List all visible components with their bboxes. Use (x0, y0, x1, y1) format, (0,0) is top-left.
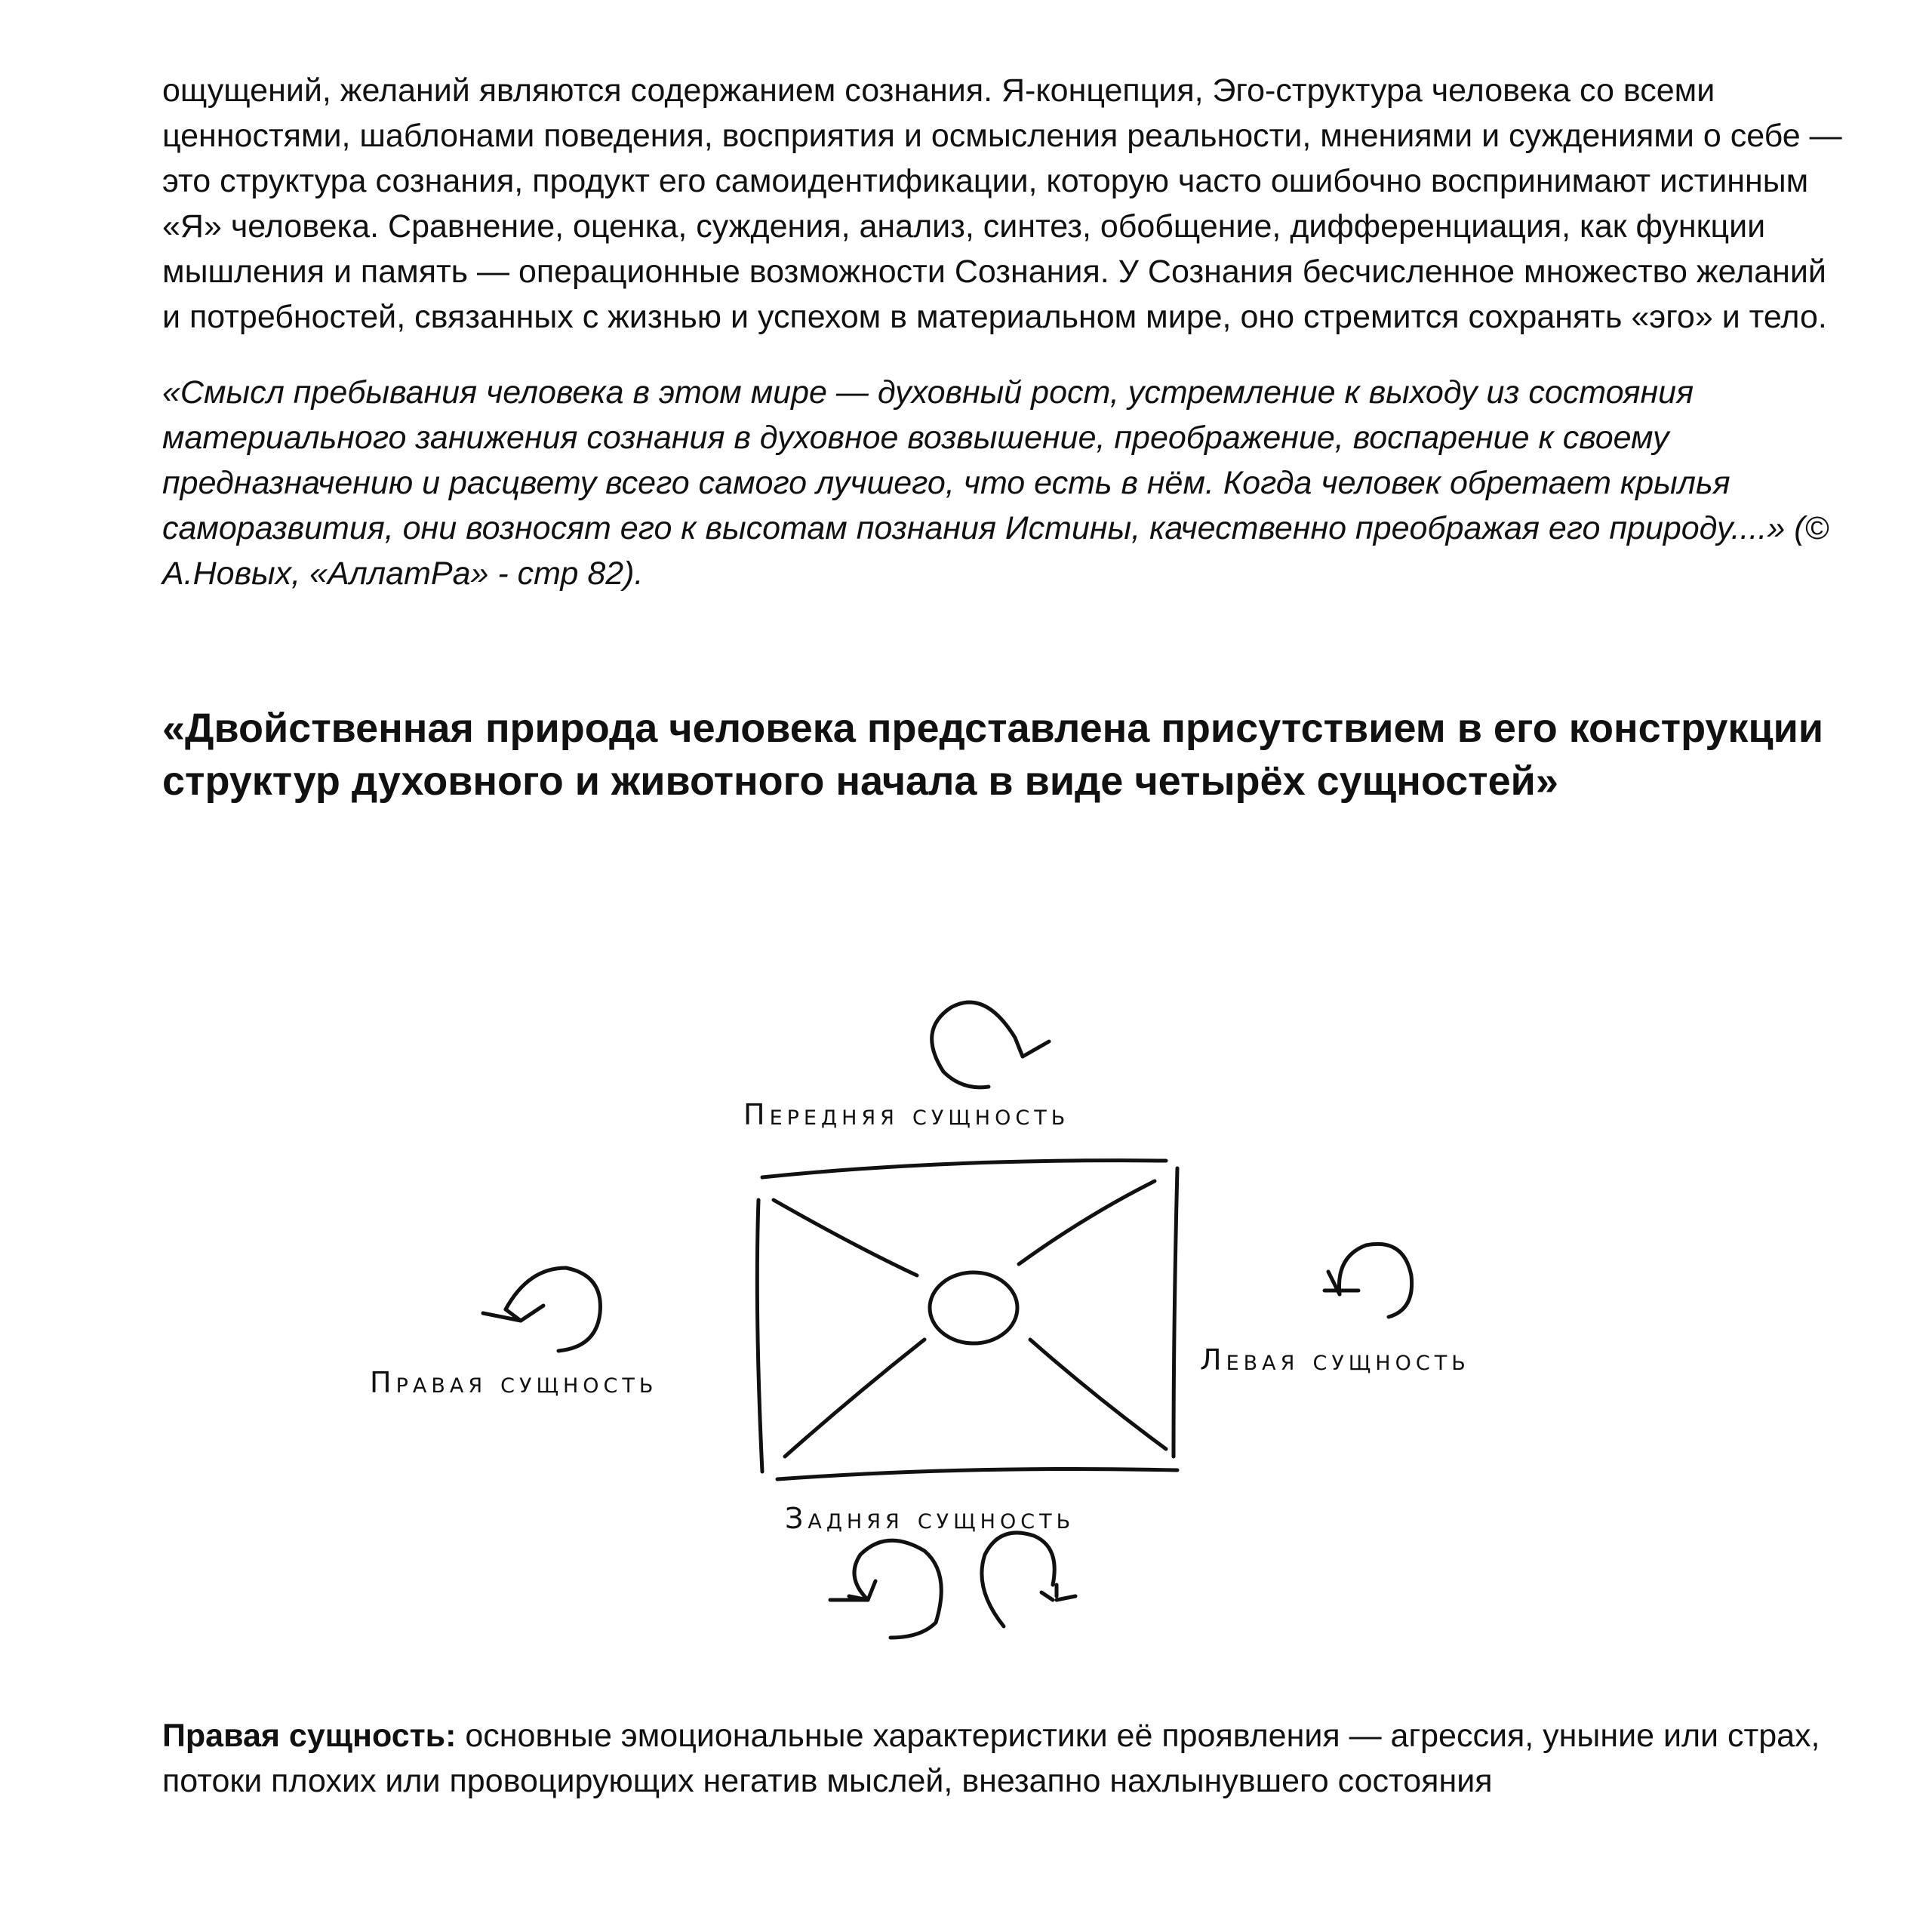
label-front-entity: Передняя сущность (743, 1098, 1070, 1131)
diagonal-bottom-right (1030, 1340, 1166, 1449)
arrow-back-left-icon (830, 1540, 941, 1638)
arrow-left-entity-icon (1324, 1244, 1412, 1317)
frame-bottom (777, 1469, 1177, 1480)
center-circle (930, 1272, 1017, 1343)
diagonal-bottom-left (785, 1340, 924, 1457)
section-heading: «Двойственная природа человека представлена присутствием в его конструкции структур духовного и животного начала в виде четырёх сущностей» (162, 706, 1824, 804)
four-entities-diagram (0, 958, 1932, 1683)
right-entity-description (162, 1713, 1845, 1804)
arrow-front-icon (932, 1002, 1049, 1088)
diagonal-top-right (1019, 1181, 1155, 1264)
label-back-entity: Задняя сущность (785, 1502, 1075, 1535)
arrow-right-entity-icon (483, 1268, 600, 1351)
frame-top (762, 1161, 1166, 1177)
document-page (162, 68, 1845, 808)
label-left-entity: Левая сущность (1200, 1343, 1470, 1377)
arrow-back-right-icon (982, 1533, 1075, 1626)
label-right-entity: Правая сущность (370, 1366, 658, 1399)
diagram-drawing (0, 958, 1932, 1683)
right-entity-text: основные эмоциональные характеристики её проявления — агрессия, уныние или страх, потоки плохих или провоцирующих негатив мыслей, внезапно нахлынувшего состояния (162, 1718, 1820, 1799)
frame-right (1174, 1168, 1177, 1457)
diagonal-top-left (774, 1200, 917, 1275)
frame-left (757, 1200, 762, 1472)
term-right-entity: Правая сущность: (162, 1718, 457, 1754)
paragraph-consciousness: ощущений, желаний являются содержанием сознания. Я-концепция, Эго-структура человека со всеми ценностями, шаблонами поведения, восприятия и осмысления реальности, мнениями и суждениями о себе — это структура сознания, продукт его самоидентификации, которую часто ошибочно воспринимают истинным «Я» человека. Сравнение, оценка, суждения, анализ, синтез, обобщение, дифференциация, как функции мышления и память — операционные возможности Сознания. У Сознания бесчисленное множество желаний и потребностей, связанных с жизнью и успехом в материальном мире, оно стремится сохранять «эго» и тело. (162, 72, 1842, 335)
quote-allatra: «Смысл пребывания человека в этом мире — духовный рост, устремление к выходу из состояния материального занижения сознания в духовное возвышение, преображение, воспарение к своему предназначению и расцвету всего самого лучшего, что есть в нём. Когда человек обретает крылья саморазвития, они возносят его к высотам познания Истины, качественно преображая его природу....» (© А.Новых, «АллатРа» - стр 82). (162, 374, 1829, 592)
